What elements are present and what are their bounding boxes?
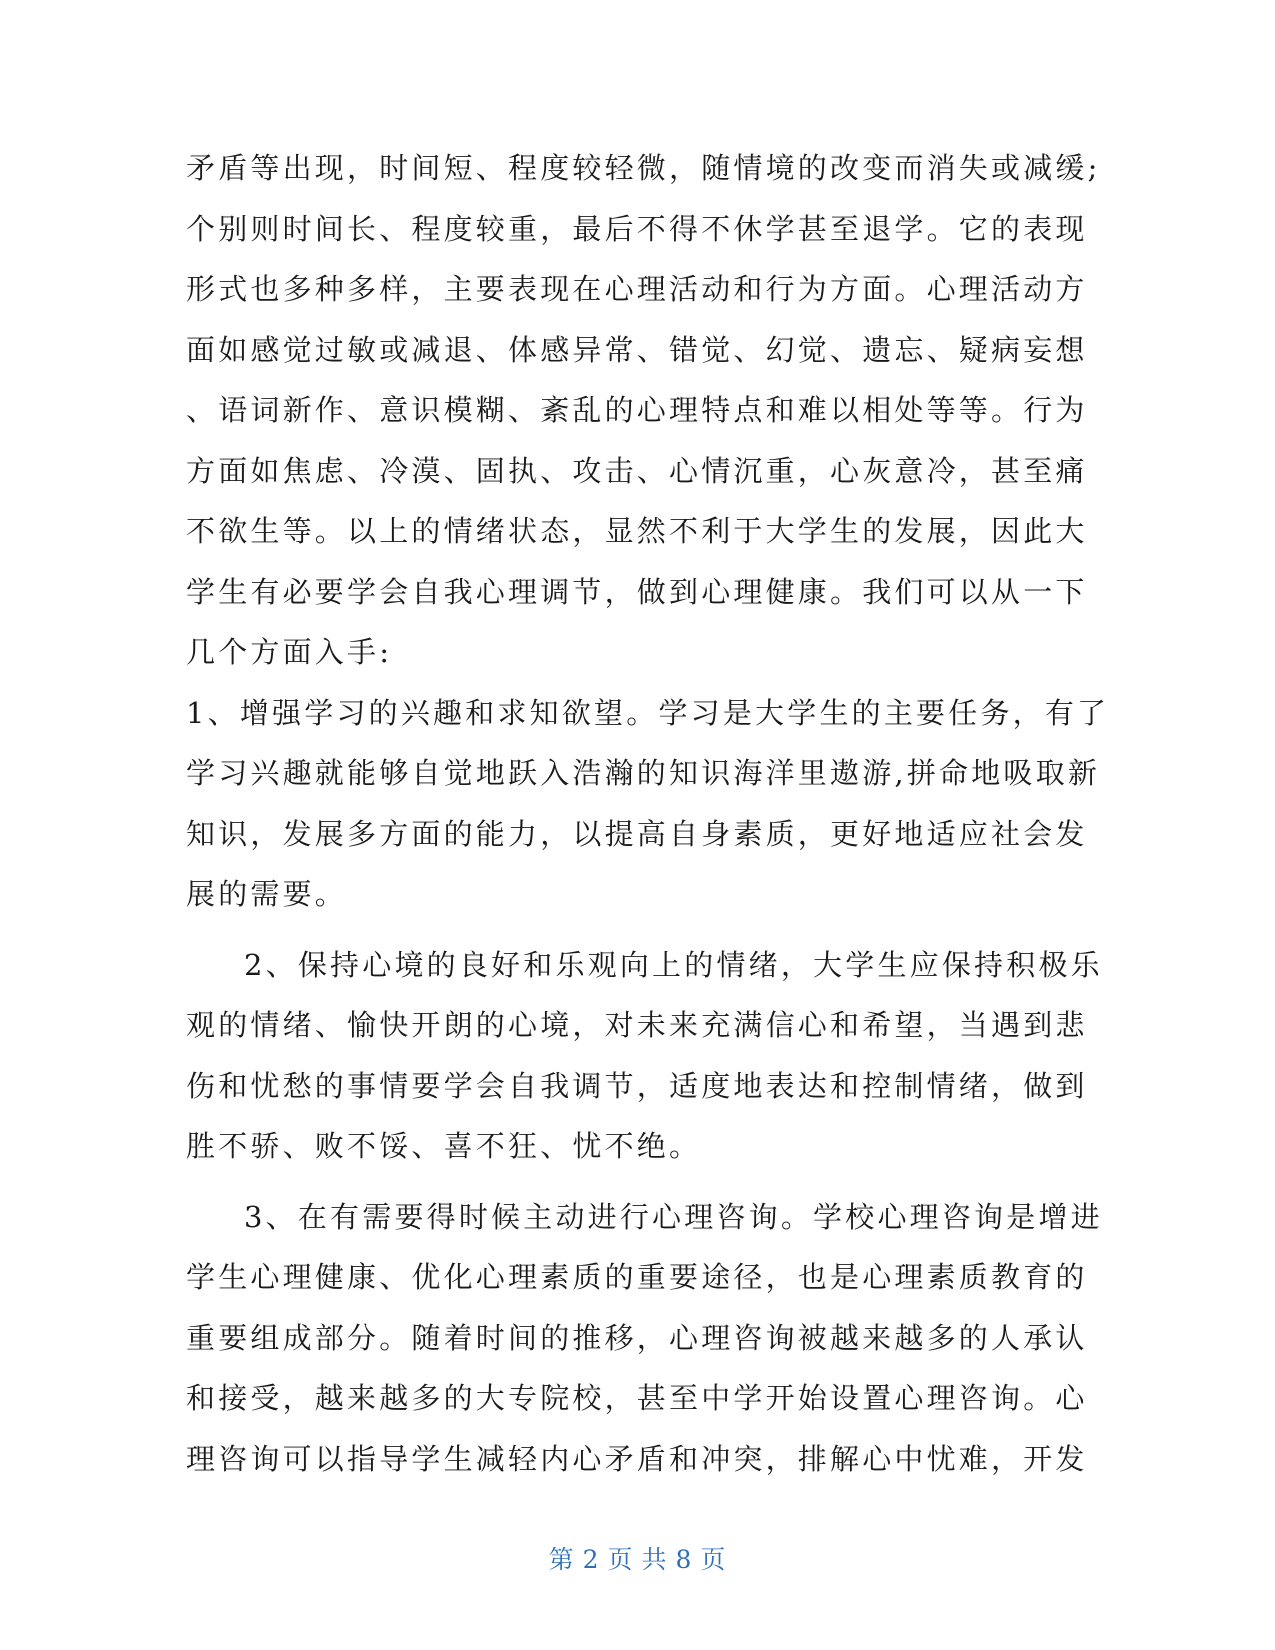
text-line: 学生有必要学会自我心理调节，做到心理健康。我们可以从一下 bbox=[186, 574, 1088, 609]
paragraph-2 bbox=[186, 683, 1110, 925]
text-line: 伤和忧愁的事情要学会自我调节，适度地表达和控制情绪，做到 bbox=[186, 1068, 1088, 1103]
footer-total-word: 共 bbox=[641, 1545, 668, 1574]
text-line: 、语词新作、意识模糊、紊乱的心理特点和难以相处等等。行为 bbox=[186, 393, 1088, 427]
text-line: 2、保持心境的良好和乐观向上的情绪，大学生应保持积极乐 bbox=[244, 947, 1103, 982]
text-line: 理咨询可以指导学生减轻内心矛盾和冲突，排解心中忧难，开发 bbox=[186, 1441, 1088, 1476]
text-line: 知识，发展多方面的能力，以提高自身素质，更好地适应社会发 bbox=[186, 816, 1088, 851]
text-line: 胜不骄、败不馁、喜不狂、忧不绝。 bbox=[186, 1129, 702, 1163]
current-page-number: 2 bbox=[582, 1545, 600, 1574]
text-line: 个别则时间长、程度较重，最后不得不休学甚至退学。它的表现 bbox=[186, 211, 1088, 246]
text-line: 面如感觉过敏或减退、体感异常、错觉、幻觉、遗忘、疑病妄想 bbox=[186, 332, 1088, 367]
text-line: 学习兴趣就能够自觉地跃入浩瀚的知识海洋里遨游,拼命地吸取新 bbox=[186, 756, 1101, 790]
body-text bbox=[186, 138, 1110, 1489]
text-line: 展的需要。 bbox=[186, 877, 348, 911]
text-line: 重要组成部分。随着时间的推移，心理咨询被越来越多的人承认 bbox=[186, 1320, 1088, 1355]
footer-suffix: 页 bbox=[700, 1545, 727, 1574]
total-pages-number: 8 bbox=[675, 1545, 693, 1574]
text-line: 1、增强学习的兴趣和求知欲望。学习是大学生的主要任务，有了 bbox=[186, 695, 1110, 730]
text-line: 方面如焦虑、冷漠、固执、攻击、心情沉重，心灰意冷，甚至痛 bbox=[186, 453, 1088, 488]
text-line: 学生心理健康、优化心理素质的重要途径，也是心理素质教育的 bbox=[186, 1260, 1088, 1294]
text-line: 形式也多种多样，主要表现在心理活动和行为方面。心理活动方 bbox=[186, 272, 1088, 306]
text-line: 矛盾等出现，时间短、程度较轻微，随情境的改变而消失或减缓; bbox=[186, 151, 1101, 185]
text-line: 几个方面入手: bbox=[186, 635, 393, 669]
text-line: 和接受，越来越多的大专院校，甚至中学开始设置心理咨询。心 bbox=[186, 1381, 1088, 1415]
paragraph-3 bbox=[186, 935, 1103, 1177]
footer-page-word: 页 bbox=[607, 1545, 634, 1574]
text-line: 不欲生等。以上的情绪状态，显然不利于大学生的发展，因此大 bbox=[186, 514, 1088, 548]
page-footer bbox=[0, 1540, 1275, 1576]
paragraph-1 bbox=[186, 138, 1101, 683]
text-line: 3、在有需要得时候主动进行心理咨询。学校心理咨询是增进 bbox=[244, 1199, 1103, 1234]
text-line: 观的情绪、愉快开朗的心境，对未来充满信心和希望，当遇到悲 bbox=[186, 1008, 1088, 1042]
paragraph-4 bbox=[186, 1187, 1103, 1490]
footer-prefix: 第 bbox=[548, 1545, 575, 1574]
